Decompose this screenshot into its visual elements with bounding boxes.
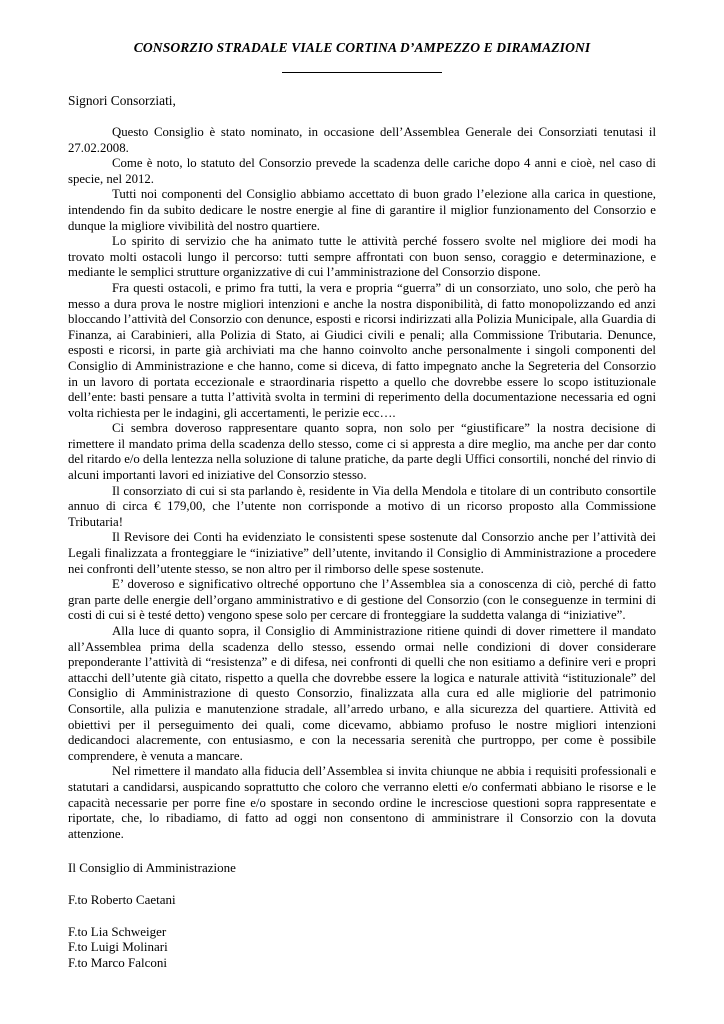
paragraph-9: E’ doveroso e significativo oltreché opportuno che l’Assemblea sia a conoscenza di ciò, perché di fatto gran parte delle energie dell’organo amministrativo e di gestione del Consorzio (con le conseguenze in termini di costi di cui si è testé detto) vengono spese solo per cercare di fronteggiare la suddetta valanga di “iniziative”. [68,577,656,623]
signature-president: F.to Roberto Caetani [68,891,176,907]
paragraph-7: Il consorziato di cui si sta parlando è, residente in Via della Mendola e titolare di un contributo consortile annuo di circa € 179,00, che l’utente non corrisponde a motivo di un ricorso proposto alla Commissione Tributaria! [68,483,656,529]
signature-member-1: F.to Lia Schweiger [68,923,167,939]
document-title [68,38,656,58]
paragraph-8: Il Revisore dei Conti ha evidenziato le consistenti spese sostenute dal Consorzio anche per l’attività dei Legali finalizzata a fronteggiare le “iniziative” dell’utente, invitando il Consiglio di Amministrazione a procedere nei confronti dell’utente stesso, se non altro per il rimborso delle spese sostenute. [68,530,656,576]
title-part: D’A [399,40,424,55]
paragraph-3: Tutti noi componenti del Consiglio abbiamo accettato di buon grado l’elezione alla carica in questione, intendendo fin da subito dedicare le nostre energie al fine di garantire il miglior funzionamento del Consorzio e dunque la migliore vivibilità del nostro quartiere. [68,187,656,233]
letter-page [68,38,656,970]
paragraph-6: Ci sembra doveroso rappresentare quanto sopra, non solo per “giustificare” la nostra decisione di rimettere il mandato prima della scadenza dello stesso, come ci si appresta a dire meglio, ma anche per dar conto del ritardo e/o della lentezza nella soluzione di talune pratiche, da parte degli Uffici consortili, nonché del rinvio di alcuni importanti lavori ed iniziative del Consorzio stesso. [68,421,656,483]
title-part: ORTINA [345,40,400,55]
signature-body: Il Consiglio di Amministrazione [68,860,236,876]
title-part: IRAMAZIONI [506,40,591,55]
title-underline [282,58,442,73]
paragraph-2: Come è noto, lo statuto del Consorzio prevede la scadenza delle cariche dopo 4 anni e cioè, nel caso di specie, nel 2012. [68,156,656,186]
greeting: Signori Consorziati, [68,93,176,108]
paragraph-1: Questo Consiglio è stato nominato, in occasione dell’Assemblea Generale dei Consorziati tenutasi il 27.02.2008. [68,125,656,155]
paragraph-10: Alla luce di quanto sopra, il Consiglio di Amministrazione ritiene quindi di dover rimettere il mandato all’Assemblea prima della scadenza dello stesso, essendo ormai nelle condizioni di dover considerare preponderante l’attività di “resistenza” e di difesa, nei confronti di quelli che non esitiamo a definire veri e propri attacchi dell’utente già citato, rispetto a quella che dovrebbe essere la logica e naturale attività “istituzionale” del Consiglio di Amministrazione di questo Consorzio, finalizzata alla cura ed alle migliorie del patrimonio Consortile, alla pulizia e manutenzione stradale, all’arredo urbano, e alla sicurezza del quartiere. Attività ed obiettivi per il perseguimento dei quali, come dicevamo, abbiamo profuso le nostre migliori intenzioni dedicandoci alacremente, con entusiasmo, e con la necessaria serenità che purtroppo, per come è possibile comprendere, è venuta a mancare. [68,624,656,763]
paragraph-11: Nel rimettere il mandato alla fiducia dell’Assemblea si invita chiunque ne abbia i requisiti professionali e statutari a candidarsi, auspicando soprattutto che coloro che verranno eletti e/o confermati abbiano le risorse e le capacità necessarie per porre fine e/o spostare in secondo ordine le incresciose questioni sopra rappresentate e riportate, che, lo ribadiamo, di fatto ad oggi non consentono di amministrare il Consorzio con la dovuta attenzione. [68,764,656,841]
letter-body [68,125,656,842]
title-part: IALE [300,40,337,55]
title-part: CONSORZIO STRADALE [133,40,292,55]
title-part: MPEZZO E [423,40,497,55]
title-part: V [291,40,301,55]
signature-member-2: F.to Luigi Molinari [68,939,168,955]
paragraph-5: Fra questi ostacoli, e primo fra tutti, la vera e propria “guerra” di un consorziato, uno solo, che però ha messo a dura prova le nostre migliori intenzioni e anche la nostra disponibilità, di fatto monopolizzando ed anzi bloccando l’attività del Consorzio con denunce, esposti e ricorsi indirizzati alla Polizia Municipale, alla Guardia di Finanza, ai Carabinieri, alla Polizia di Stato, ai Giudici civili e penali; alla Commissione Tributaria. Denunce, esposti e ricorsi, in parte già archiviati ma che hanno coinvolto anche personalmente i singoli componenti del Consiglio di Amministrazione e che hanno, come si diceva, di fatto impegnato anche la Segreteria del Consorzio in un lavoro di portata eccezionale e straordinaria rispetto a quello che dovrebbe essere lo scopo istituzionale dell’ente: basti pensare a tutta l’attività svolta in termini di reperimento della documentazione necessaria ed ogni volta richiesta per le indagini, gli accertamenti, le perizie ecc…. [68,280,656,420]
title-part: D [496,40,507,55]
signature-member-3: F.to Marco Falconi [68,954,167,970]
title-part: C [336,40,346,55]
paragraph-4: Lo spirito di servizio che ha animato tutte le attività perché fossero svolte nel migliore dei modi ha trovato molti ostacoli lungo il percorso: tutti sempre affrontati con buon senso, coraggio e determinazione, e mediante le semplici strutture organizzative di cui l’amministrazione del Consorzio dispone. [68,234,656,280]
